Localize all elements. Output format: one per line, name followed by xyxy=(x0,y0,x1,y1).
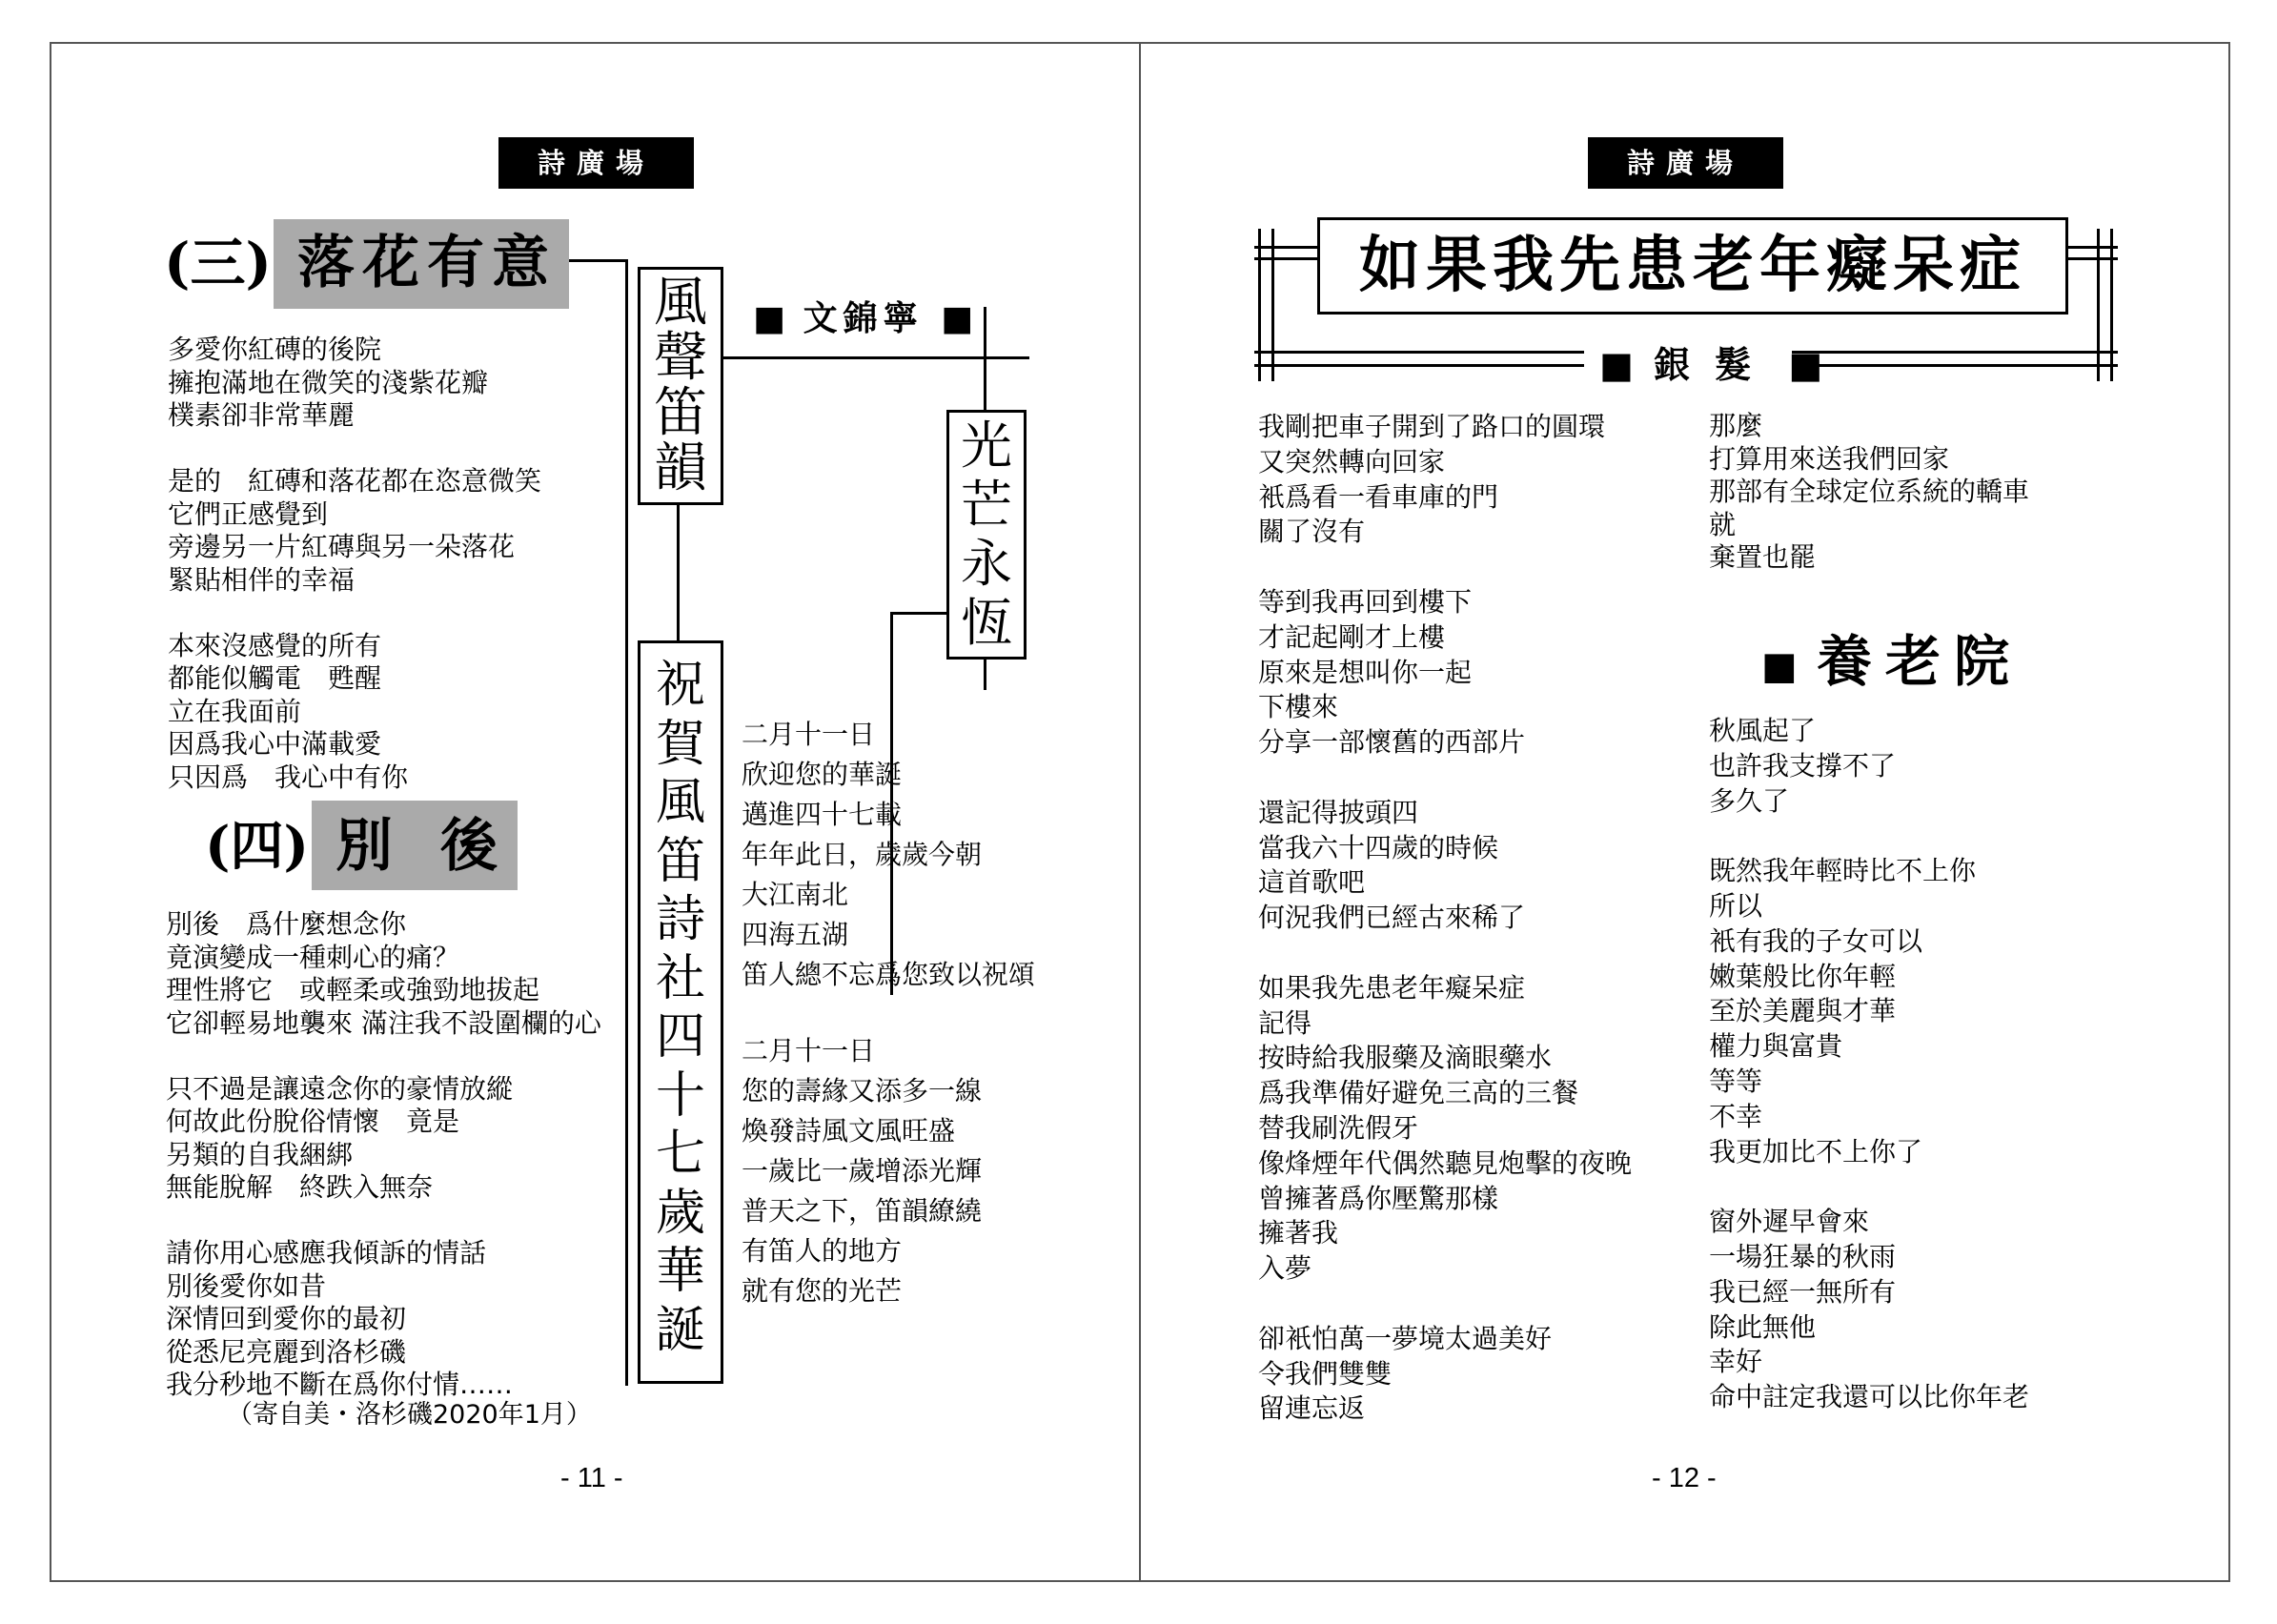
poem-line: 等到我再回到樓下 xyxy=(1258,585,1473,618)
poem-body xyxy=(1709,714,2029,1415)
poem-title-box xyxy=(946,410,1027,660)
poem-line: 衹有我的子女可以 xyxy=(1709,924,1923,957)
poem-line: 一場狂暴的秋雨 xyxy=(1709,1240,1897,1272)
poem-line: 替我刷洗假牙 xyxy=(1258,1111,1419,1144)
poem-line: 二月十一日 xyxy=(742,719,876,750)
frame-ornament xyxy=(1254,364,1584,367)
poem-line: 打算用來送我們回家 xyxy=(1709,442,1950,475)
page-number: - 11 - xyxy=(560,1463,623,1493)
poem-line: 又突然轉向回家 xyxy=(1258,445,1446,477)
poem-footnote: （寄自美・洛杉磯2020年1月） xyxy=(227,1400,592,1430)
poem-line: 關了沒有 xyxy=(1258,516,1366,548)
section-header-right: 詩廣場 xyxy=(1588,137,1783,189)
poem-line: 欣迎您的華誕 xyxy=(742,759,903,790)
poem-line: 還記得披頭四 xyxy=(1258,796,1419,828)
poem-line: 那麼 xyxy=(1709,410,1763,441)
poem-line: 無能脫解 終跌入無奈 xyxy=(166,1171,434,1203)
author-line xyxy=(1599,335,1822,388)
poem-line: 只因爲 我心中有你 xyxy=(168,761,409,793)
poem-line: 像烽煙年代偶然聽見炮擊的夜晚 xyxy=(1258,1147,1633,1179)
poem-line: 棄置也罷 xyxy=(1709,541,1817,573)
main-title: 如果我先患老年癡呆症 xyxy=(1359,230,2026,301)
poem-line: 煥發詩風文風旺盛 xyxy=(742,1115,956,1147)
author-line xyxy=(753,292,973,340)
poem-line: 深情回到愛你的最初 xyxy=(166,1303,407,1334)
poem-line: 別後愛你如昔 xyxy=(166,1269,327,1302)
poem-line: 令我們雙雙 xyxy=(1258,1357,1393,1390)
poem-line: 我更加比不上你了 xyxy=(1709,1135,1923,1167)
poem-line: 別後 爲什麼想念你 xyxy=(166,908,407,940)
poem-line: 另類的自我綑綁 xyxy=(166,1138,354,1170)
frame-ornament xyxy=(1254,257,1317,260)
frame-ornament xyxy=(1792,351,2118,354)
poem-line: 就 xyxy=(1709,508,1737,540)
poem-line: 原來是想叫你一起 xyxy=(1258,656,1473,688)
frame-ornament xyxy=(1271,229,1274,381)
poem-line: 也許我支撐不了 xyxy=(1709,749,1897,782)
poem-line: 既然我年輕時比不上你 xyxy=(1709,855,1977,887)
frame-ornament xyxy=(2097,229,2100,381)
poem-line: 擁抱滿地在微笑的淺紫花瓣 xyxy=(168,366,489,398)
frame-ornament xyxy=(1792,364,2118,367)
poem-line: 衹爲看一看車庫的門 xyxy=(1258,480,1499,513)
poem-line: 竟演變成一種刺心的痛？ xyxy=(166,941,460,973)
poem-line: 一歲比一歲增添光輝 xyxy=(742,1155,983,1187)
poem-line: 因爲我心中滿載愛 xyxy=(168,728,382,760)
poem-number: (四) xyxy=(205,815,309,878)
author-name: 銀髮 xyxy=(1654,344,1777,386)
poem-line: 記得 xyxy=(1258,1006,1312,1039)
poem-line: 旁邊另一片紅磚與另一朵落花 xyxy=(168,531,516,562)
poem-line: 只不過是讓遠念你的豪情放縱 xyxy=(166,1072,514,1105)
poem-body xyxy=(168,334,541,794)
poem-line: 卻衹怕萬一夢境太過美好 xyxy=(1258,1322,1553,1354)
poem-line: 它們正感覺到 xyxy=(168,497,329,530)
poem-line: 就有您的光芒 xyxy=(742,1275,903,1307)
poem-line: 曾擁著爲你壓驚那樣 xyxy=(1258,1182,1499,1214)
poem-line: 本來沒感覺的所有 xyxy=(168,629,382,661)
poem-line: 從悉尼亮麗到洛杉磯 xyxy=(166,1335,407,1368)
sub-title: 養老院 xyxy=(1817,629,2023,694)
poem-title-box xyxy=(638,640,723,1384)
poem-line: 有笛人的地方 xyxy=(742,1235,903,1267)
poem-line: 是的 紅磚和落花都在恣意微笑 xyxy=(168,465,542,497)
poem-line: 笛人總不忘爲您致以祝頌 xyxy=(742,959,1036,990)
poem-line: 入夢 xyxy=(1258,1252,1312,1285)
poem-line: 緊貼相伴的幸福 xyxy=(168,563,356,596)
poem-body xyxy=(1709,410,2029,575)
poem-line: 至於美麗與才華 xyxy=(1709,995,1897,1027)
frame-ornament xyxy=(2066,257,2118,260)
poem-line: 我分秒地不斷在爲你付情…… xyxy=(166,1369,514,1400)
square-bullet-icon: ■ xyxy=(941,299,974,338)
poem-line: 留連忘返 xyxy=(1258,1392,1366,1425)
poem-line: 擁著我 xyxy=(1258,1217,1339,1249)
poem-line: 四海五湖 xyxy=(742,919,849,950)
poem-line: 分享一部懷舊的西部片 xyxy=(1258,726,1526,759)
poem-line: 何故此份脫俗情懷 竟是 xyxy=(166,1106,460,1137)
poem-title-vertical: 祝賀風笛詩社四十七歲華誕 xyxy=(655,657,705,1359)
poem-line: 才記起剛才上樓 xyxy=(1258,620,1446,653)
poem-line: 它卻輕易地襲來 滿注我不設圍欄的心 xyxy=(166,1006,601,1039)
square-bullet-icon: ■ xyxy=(753,299,786,338)
poem-line: 那部有全球定位系統的轎車 xyxy=(1709,476,2030,507)
poem-title-vertical: 光芒永恆 xyxy=(961,416,1012,653)
poem-line: 嫩葉般比你年輕 xyxy=(1709,960,1897,992)
poem-body xyxy=(742,1031,982,1311)
poem-line: 幸好 xyxy=(1709,1346,1763,1378)
poem-line: 下樓來 xyxy=(1258,691,1339,723)
poem-line: 秋風起了 xyxy=(1709,715,1817,746)
page-number: - 12 - xyxy=(1652,1463,1717,1493)
poem-line: 何況我們已經古來稀了 xyxy=(1258,902,1526,934)
poem-line: 權力與富貴 xyxy=(1709,1030,1843,1063)
poem-line: 多久了 xyxy=(1709,784,1790,817)
poem-line: 大江南北 xyxy=(742,879,849,910)
poem-line: 我已經一無所有 xyxy=(1709,1275,1897,1308)
author-name: 文錦寧 xyxy=(803,299,924,338)
poem-line: 不幸 xyxy=(1709,1100,1763,1132)
poem-line: 二月十一日 xyxy=(742,1035,876,1066)
column-title-box xyxy=(638,267,723,505)
poem-line: 我剛把車子開到了路口的圓環 xyxy=(1258,411,1606,442)
poem-line: 您的壽緣又添多一線 xyxy=(742,1075,983,1106)
section-header-left: 詩廣場 xyxy=(498,137,694,189)
poem-title: 落花有意 xyxy=(297,230,557,296)
connector-line xyxy=(625,259,628,1386)
square-bullet-icon: ■ xyxy=(1761,643,1798,688)
poem-line: 立在我面前 xyxy=(168,695,302,727)
poem-line: 等等 xyxy=(1709,1065,1763,1097)
poem-line: 樸素卻非常華麗 xyxy=(168,399,356,431)
square-bullet-icon: ■ xyxy=(1599,344,1634,386)
column-title: 風聲笛韻 xyxy=(654,272,707,499)
poem-body xyxy=(166,908,601,1402)
poem-number: (三) xyxy=(164,231,272,295)
poem-line: 這首歌吧 xyxy=(1258,866,1366,899)
connector-line xyxy=(677,505,680,640)
poem-line: 窗外遲早會來 xyxy=(1709,1206,1870,1238)
poem-line: 多愛你紅磚的後院 xyxy=(168,334,382,365)
poem-body xyxy=(1258,410,1632,1427)
poem-line: 普天之下，笛韻繚繞 xyxy=(742,1195,983,1227)
connector-line xyxy=(569,259,628,262)
poem-line: 當我六十四歲的時候 xyxy=(1258,831,1499,863)
poem-line: 所以 xyxy=(1709,889,1763,922)
poem-line: 除此無他 xyxy=(1709,1310,1817,1343)
poem-line: 年年此日，歲歲今朝 xyxy=(742,839,983,870)
poem-line: 邁進四十七載 xyxy=(742,799,903,830)
poem-line: 按時給我服藥及滴眼藥水 xyxy=(1258,1042,1553,1074)
poem-line: 理性將它 或輕柔或強勁地拔起 xyxy=(166,974,540,1005)
frame-ornament xyxy=(2110,229,2113,381)
frame-ornament xyxy=(1258,229,1261,381)
poem-line: 都能似觸電 甦醒 xyxy=(168,662,382,694)
poem-body xyxy=(742,715,1035,995)
frame-ornament xyxy=(1254,351,1584,354)
frame-ornament xyxy=(2066,246,2118,249)
poem-line: 爲我準備好避免三高的三餐 xyxy=(1258,1077,1579,1109)
page-divider xyxy=(1139,42,1141,1582)
square-bullet-icon: ■ xyxy=(1788,344,1823,386)
frame-ornament xyxy=(1254,246,1317,249)
poem-line: 命中註定我還可以比你年老 xyxy=(1709,1381,2030,1413)
sub-title-line xyxy=(1761,627,2023,700)
poem-title: 別後 xyxy=(335,813,545,880)
poem-line: 如果我先患老年癡呆症 xyxy=(1258,971,1526,1004)
poem-line: 請你用心感應我傾訴的情話 xyxy=(166,1237,487,1269)
main-title-box xyxy=(1317,217,2068,315)
